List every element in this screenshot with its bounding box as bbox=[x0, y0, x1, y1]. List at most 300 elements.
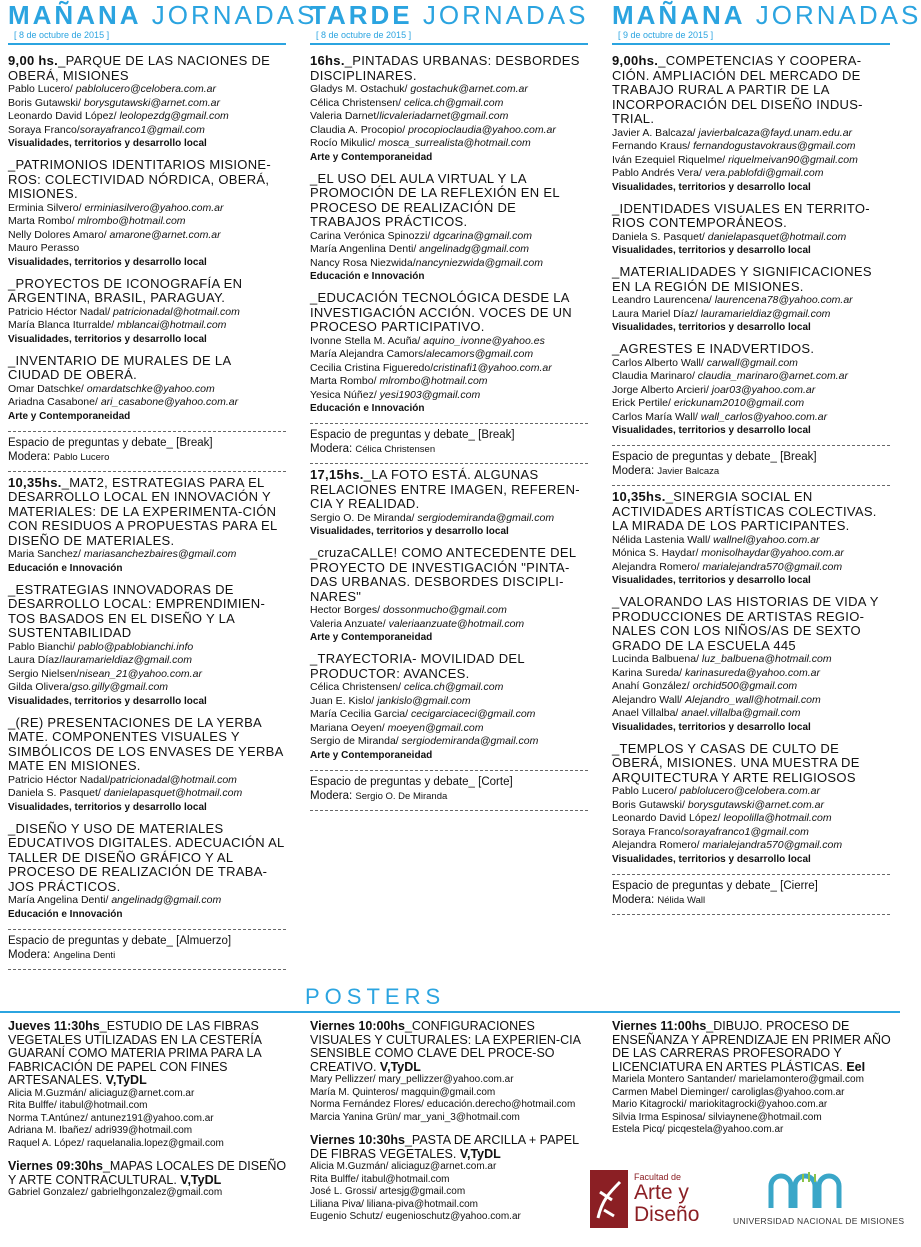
author-line bbox=[8, 124, 286, 138]
author-name: Carlos María Wall/ bbox=[612, 410, 701, 423]
author-line bbox=[8, 319, 286, 333]
author-line bbox=[612, 231, 890, 245]
poster-author: María M. Quinteros/ magquin@gmail.com bbox=[310, 1086, 496, 1098]
item-title bbox=[612, 342, 890, 357]
author-line bbox=[612, 680, 890, 694]
author-name: Sergio O. De Miranda/ bbox=[310, 511, 418, 524]
item-title-text: _TEMPLOS Y CASAS DE CULTO DE OBERÁ, MISIONES. UNA MUESTRA DE ARQUITECTURA Y ARTE RELIGIOSOS bbox=[612, 740, 860, 785]
session-item bbox=[8, 583, 286, 708]
poster-title bbox=[310, 1134, 590, 1161]
author-name: Pablo Andrés Vera/ bbox=[612, 167, 705, 179]
author-line bbox=[612, 397, 890, 411]
author-line bbox=[310, 110, 588, 124]
poster-author: Silvia Irma Espinosa/ silviaynene@hotmail.com bbox=[612, 1111, 822, 1123]
author-name: Yesica Núñez/ bbox=[310, 388, 380, 401]
author-line bbox=[612, 653, 890, 667]
author-name: Iván Ezequiel Riquelme/ bbox=[612, 153, 729, 166]
author-line bbox=[310, 375, 588, 389]
author-name: Mauro Perasso bbox=[8, 242, 80, 254]
session-item bbox=[8, 158, 286, 269]
author-line bbox=[612, 167, 890, 181]
poster-author: Rita Bulffe/ itabul@hotmail.com bbox=[310, 1173, 450, 1185]
author-name: Erick Pertile/ bbox=[612, 397, 674, 409]
header-title-rest: JORNADAS bbox=[745, 0, 921, 30]
author-email: mosca_surrealista@hotmail.com bbox=[378, 137, 531, 149]
author-line bbox=[8, 306, 286, 320]
dashed-divider bbox=[310, 423, 588, 424]
author-line bbox=[612, 140, 890, 154]
session-item bbox=[8, 822, 286, 921]
item-track: Arte y Contemporaneidad bbox=[310, 749, 433, 761]
item-title-text: _PINTADAS URBANAS: DESBORDES DISCIPLINARES. bbox=[310, 53, 580, 83]
debate-label: Espacio de preguntas y debate_ [Almuerzo] bbox=[8, 934, 232, 947]
author-line bbox=[612, 561, 890, 575]
item-track: Visualidades, territorios y desarrollo local bbox=[612, 181, 811, 193]
author-line bbox=[8, 641, 286, 655]
moderator-line bbox=[8, 948, 286, 963]
fad-logo-small: Facultad de bbox=[634, 1172, 682, 1182]
poster-author: Liliana Piva/ liliana-piva@hotmail.com bbox=[310, 1198, 479, 1210]
item-title bbox=[612, 742, 890, 786]
author-line bbox=[612, 785, 890, 799]
poster-author: Norma Fernández Flores/ educación.derecho@hotmail.com bbox=[310, 1099, 576, 1110]
author-email: celica.ch@gmail.com bbox=[403, 681, 504, 693]
author-email: carwall@gmail.com bbox=[706, 356, 798, 369]
author-email: angelinadg@gmail.com bbox=[419, 243, 530, 255]
author-line bbox=[612, 370, 890, 384]
author-name: Célica Christensen/ bbox=[310, 681, 404, 693]
author-line bbox=[310, 335, 588, 349]
header-title bbox=[8, 0, 318, 30]
debate-label: Espacio de preguntas y debate_ [Break] bbox=[612, 451, 817, 463]
poster-tag: V,TyDL bbox=[176, 1172, 222, 1187]
author-name: Marta Rombo/ bbox=[310, 375, 380, 387]
author-line bbox=[612, 707, 890, 721]
poster-author: Adriana M. Ibañez/ adri939@hotmail.com bbox=[8, 1125, 193, 1136]
author-email: mblancai@hotmail.com bbox=[117, 319, 227, 331]
author-name: Javier A. Balcaza/ bbox=[612, 126, 699, 139]
poster-title-text: _MAPAS LOCALES DE DISEÑO Y ARTE CONTRACULTURAL. bbox=[8, 1159, 287, 1187]
header-title-bold: MAÑANA bbox=[612, 0, 746, 30]
poster-author: Raquel A. López/ raquelanalia.lopez@gmail.com bbox=[8, 1137, 224, 1149]
poster-tag: V,TyDL bbox=[102, 1073, 147, 1087]
author-name: Boris Gutawski/ bbox=[8, 96, 84, 109]
author-email: joar03@yahoo.com.ar bbox=[711, 383, 816, 396]
item-title-text: _PATRIMONIOS IDENTITARIOS MISIONE-ROS: COLECTIVIDAD NÓRDICA, OBERÁ, MISIONES. bbox=[8, 157, 271, 201]
session-item bbox=[310, 54, 588, 164]
poster-time: Viernes 10:00hs bbox=[310, 1019, 405, 1033]
poster-item bbox=[310, 1134, 590, 1224]
poster-column bbox=[310, 1020, 590, 1234]
item-title-text: _cruzaCALLE! COMO ANTECEDENTE DEL PROYECTO DE INVESTIGACIÓN "PINTA-DAS URBANAS. DESBORDES DISCIPLI-NARES" bbox=[310, 545, 576, 604]
author-line bbox=[612, 534, 890, 548]
author-line bbox=[8, 242, 286, 256]
author-name: Alejandra Romero/ bbox=[612, 839, 703, 851]
author-line bbox=[310, 695, 588, 709]
unam-logo-mark bbox=[725, 1170, 895, 1214]
author-name: Cecilia Cristina Figueredo/ bbox=[310, 361, 434, 374]
dashed-divider bbox=[310, 770, 588, 771]
item-title-text: _PROYECTOS DE ICONOGRAFÍA EN ARGENTINA, BRASIL, PARAGUAY. bbox=[8, 275, 243, 305]
author-line bbox=[310, 137, 588, 151]
author-email: gso.gilly@gmail.com bbox=[71, 681, 169, 693]
poster-title-text: _DIBUJO. PROCESO DE ENSEÑANZA Y APRENDIZAJE EN PRIMER AÑO DE LAS CARRERAS PROFESORADO Y LICENCIATURA EN ARTES PLÁSTICAS. bbox=[612, 1019, 891, 1074]
author-name: Nélida Lastenia Wall/ bbox=[612, 533, 714, 546]
item-title bbox=[612, 265, 890, 294]
author-email: claudia_marinaro@arnet.com.ar bbox=[697, 370, 848, 382]
author-email: marialejandra570@gmail.com bbox=[702, 839, 843, 851]
author-line bbox=[612, 294, 890, 308]
poster-author: José L. Grossi/ artesjg@gmail.com bbox=[310, 1186, 466, 1197]
author-line bbox=[8, 787, 286, 801]
author-email: orchid500@gmail.com bbox=[692, 680, 798, 692]
author-line bbox=[310, 230, 588, 244]
author-name: Claudia A. Procopio/ bbox=[310, 123, 409, 136]
item-title bbox=[8, 158, 286, 202]
schedule-column bbox=[310, 0, 588, 815]
author-name: María Alejandra Camors/ bbox=[310, 348, 427, 360]
item-track: Arte y Contemporaneidad bbox=[310, 151, 433, 163]
item-track: Arte y Contemporaneidad bbox=[310, 632, 433, 643]
author-email: ari_casabone@yahoo.com.ar bbox=[100, 396, 239, 408]
item-title-text: _MATERIALIDADES Y SIGNIFICACIONES EN LA REGIÓN DE MISIONES. bbox=[612, 264, 872, 294]
header-title-bold: MAÑANA bbox=[8, 0, 142, 30]
session-item bbox=[310, 546, 588, 644]
author-name: Carina Verónica Spinozzi/ bbox=[310, 229, 434, 242]
moderator-line bbox=[310, 789, 588, 804]
author-email: lauramarieldiaz@gmail.com bbox=[700, 307, 831, 320]
poster-item bbox=[8, 1020, 290, 1150]
session-item bbox=[8, 354, 286, 423]
author-line bbox=[310, 257, 588, 271]
author-email: licvaleriadarnet@gmail.com bbox=[379, 110, 509, 122]
author-line bbox=[612, 411, 890, 425]
author-email: danielapasquet@hotmail.com bbox=[707, 230, 847, 243]
fad-logo-diseno: Diseño bbox=[634, 1203, 700, 1226]
author-name: Omar Datschke/ bbox=[8, 382, 87, 395]
author-line bbox=[8, 83, 286, 97]
header-rule bbox=[8, 43, 286, 45]
poster-author: Mary Pellizzer/ mary_pellizzer@yahoo.com.ar bbox=[310, 1074, 514, 1085]
author-line bbox=[310, 243, 588, 257]
dashed-divider bbox=[612, 485, 890, 486]
poster-author: Alicia M.Guzmán/ aliciaguz@arnet.com.ar bbox=[8, 1087, 195, 1099]
posters-title: POSTERS bbox=[305, 984, 446, 1009]
author-email: riquelmeivan90@gmail.com bbox=[728, 153, 858, 166]
author-line bbox=[612, 127, 890, 141]
item-title-text: _LA FOTO ESTÁ. ALGUNAS RELACIONES ENTRE IMAGEN, REFEREN-CIA Y REALIDAD. bbox=[310, 467, 580, 511]
item-title bbox=[612, 54, 890, 127]
author-line bbox=[8, 668, 286, 682]
session-item bbox=[310, 468, 588, 538]
author-email: lauramarieldiaz@gmail.com bbox=[62, 654, 192, 666]
author-name: Sergio de Miranda/ bbox=[310, 735, 402, 747]
session-item bbox=[612, 342, 890, 437]
author-name: Daniela S. Pasquet/ bbox=[8, 787, 104, 799]
poster-author: Alicia M.Guzmán/ aliciaguz@arnet.com.ar bbox=[310, 1161, 497, 1172]
author-name: Juan E. Kislo/ bbox=[310, 694, 378, 707]
author-name: Erminia Silvero/ bbox=[8, 201, 85, 214]
moderator-name: Angelina Denti bbox=[53, 949, 116, 961]
author-line bbox=[8, 202, 286, 216]
author-email: erminiasilvero@yahoo.com.ar bbox=[84, 201, 224, 214]
session-item bbox=[310, 172, 588, 284]
author-email: sergiodemiranda@gmail.com bbox=[417, 511, 555, 524]
author-name: Leonardo David López/ bbox=[612, 812, 724, 824]
moderator-prefix: Modera: bbox=[612, 465, 658, 477]
item-title bbox=[612, 202, 890, 231]
author-email: danielapasquet@hotmail.com bbox=[103, 787, 243, 799]
author-email: amarone@arnet.com.ar bbox=[109, 228, 221, 241]
item-title bbox=[8, 716, 286, 774]
session-block bbox=[310, 54, 588, 811]
poster-title bbox=[8, 1020, 290, 1088]
author-name: Patricio Héctor Nadal/ bbox=[8, 773, 111, 786]
item-title bbox=[8, 822, 286, 895]
moderator-prefix: Modera: bbox=[612, 893, 658, 906]
author-line bbox=[8, 681, 286, 695]
poster-tag: V,TyDL bbox=[376, 1059, 421, 1074]
author-line bbox=[612, 839, 890, 853]
session-item bbox=[8, 54, 286, 150]
poster-tag: EeI bbox=[842, 1059, 866, 1074]
posters-rule bbox=[0, 1011, 900, 1013]
fad-logo-arte: Arte y bbox=[634, 1181, 689, 1204]
session-item bbox=[8, 716, 286, 814]
dashed-divider bbox=[612, 914, 890, 915]
header-title bbox=[310, 0, 588, 30]
poster-author: Rita Bulffe/ itabul@hotmail.com bbox=[8, 1100, 148, 1111]
item-time: 10,35hs. bbox=[8, 474, 62, 490]
author-email: nancyniezwida@gmail.com bbox=[415, 256, 544, 269]
author-line bbox=[612, 357, 890, 371]
author-name: Leonardo David López/ bbox=[8, 110, 120, 122]
poster-time: Viernes 10:30hs bbox=[310, 1133, 405, 1147]
author-name: Boris Gutawski/ bbox=[612, 798, 688, 811]
item-title-text: _COMPETENCIAS Y COOPERA-CIÓN. AMPLIACIÓN DEL MERCADO DE TRABAJO RURAL A PARTIR DE LA INCORPORACIÓN DEL DISEÑO INDUS-TRIAL. bbox=[612, 53, 863, 126]
item-time: 17,15hs. bbox=[310, 467, 364, 482]
author-email: celica.ch@gmail.com bbox=[403, 96, 504, 109]
author-line bbox=[310, 389, 588, 403]
author-email: jankislo@gmail.com bbox=[377, 694, 471, 707]
author-line bbox=[310, 604, 588, 618]
author-email: cristinafi1@yahoo.com.ar bbox=[433, 361, 552, 374]
moderator-prefix: Modera: bbox=[310, 443, 356, 455]
author-line bbox=[8, 894, 286, 908]
author-email: mlrombo@hotmail.com bbox=[77, 215, 186, 227]
item-title bbox=[8, 583, 286, 641]
poster-title-text: _ESTUDIO DE LAS FIBRAS VEGETALES UTILIZADAS EN LA CESTERÍA GUARANÍ COMO MATERIA PRIMA PARA LA FABRICACIÓN DE PAPEL CON FINES ARTESANALES. bbox=[8, 1019, 262, 1087]
item-title-text: _MAT2, ESTRATEGIAS PARA EL DESARROLLO LOCAL EN INNOVACIÓN Y MATERIALES: DE LA EXPERIMENTA-CIÓN CON RESIDUOS A PROPUESTAS PARA EL DISEÑO DE MATERIALES. bbox=[8, 474, 278, 548]
unam-logo-text: UNIVERSIDAD NACIONAL DE MISIONES bbox=[733, 1216, 905, 1226]
author-line bbox=[612, 812, 890, 826]
author-name: Ariadna Casabone/ bbox=[8, 396, 101, 408]
author-email: leolopezdg@gmail.com bbox=[119, 110, 229, 122]
author-name: Gladys M. Ostachuk/ bbox=[310, 83, 411, 95]
author-line bbox=[8, 97, 286, 111]
author-email: valeriaanzuate@hotmail.com bbox=[388, 617, 525, 630]
moderator-line bbox=[612, 464, 890, 479]
author-name: Mariana Oeyen/ bbox=[310, 721, 388, 734]
author-line bbox=[612, 694, 890, 708]
debate-label: Espacio de preguntas y debate_ [Break] bbox=[8, 436, 213, 449]
author-name: Nelly Dolores Amaro/ bbox=[8, 228, 110, 241]
author-email: fernandogustavokraus@gmail.com bbox=[693, 140, 856, 152]
author-name: Laura Mariel Díaz/ bbox=[612, 307, 701, 320]
author-line bbox=[612, 799, 890, 813]
author-email: nisean_21@yahoo.com.ar bbox=[79, 667, 202, 680]
author-email: aquino_ivonne@yahoo.es bbox=[423, 334, 545, 347]
header-title-bold: TARDE bbox=[310, 0, 413, 30]
author-email: procopioclaudia@yahoo.com.ar bbox=[408, 123, 556, 136]
poster-time: Jueves 11:30hs bbox=[8, 1019, 100, 1033]
author-email: angelinadg@gmail.com bbox=[111, 894, 222, 906]
author-email: borysgutawski@arnet.com.ar bbox=[83, 96, 220, 109]
item-track: Visualidades, territorios y desarrollo local bbox=[612, 721, 811, 733]
header-rule bbox=[310, 43, 588, 45]
author-email: mlrombo@hotmail.com bbox=[379, 375, 488, 387]
dashed-divider bbox=[8, 431, 286, 432]
item-title-text: _EL USO DEL AULA VIRTUAL Y LA PROMOCIÓN DE LA REFLEXIÓN EN EL PROCESO DE REALIZACIÓN DE TRABAJOS PRÁCTICOS. bbox=[310, 170, 560, 229]
author-name: Lucinda Balbuena/ bbox=[612, 653, 702, 665]
item-title-text: _DISEÑO Y USO DE MATERIALES EDUCATIVOS DIGITALES. ADECUACIÓN AL TALLER DE DISEÑO GRÁFICO Y AL PROCESO DE REALIZACIÓN DE TRABA-JOS PRÁCTICOS. bbox=[8, 820, 285, 894]
item-title-text: _IDENTIDADES VISUALES EN TERRITO-RIOS CONTEMPORÁNEOS. bbox=[612, 200, 870, 230]
item-title-text: _SINERGIA SOCIAL EN ACTIVIDADES ARTÍSTICAS COLECTIVAS. LA MIRADA DE LOS PARTICIPANTES. bbox=[612, 489, 877, 533]
poster-author: Marcia Yanina Grün/ mar_yani_3@hotmail.com bbox=[310, 1111, 520, 1123]
column-header bbox=[8, 0, 318, 40]
author-name: Patricio Héctor Nadal/ bbox=[8, 305, 114, 318]
author-line bbox=[8, 396, 286, 410]
session-block bbox=[612, 54, 890, 915]
item-title-text: _TRAYECTORIA- MOVILIDAD DEL PRODUCTOR: AVANCES. bbox=[310, 651, 525, 681]
item-track: Visualidades, territorios y desarrollo local bbox=[8, 801, 207, 813]
dashed-divider bbox=[8, 471, 286, 472]
author-line bbox=[8, 383, 286, 397]
dashed-divider bbox=[8, 929, 286, 930]
item-title bbox=[310, 468, 588, 512]
item-track: Visualidades, territorios y desarrollo local bbox=[612, 575, 811, 586]
author-email: sergiodemiranda@gmail.com bbox=[401, 735, 539, 747]
author-email: pablolucero@celobera.com.ar bbox=[75, 83, 216, 95]
item-time: 9,00 hs. bbox=[8, 53, 59, 68]
header-date: [ 8 de octubre de 2015 ] bbox=[316, 30, 412, 40]
item-time: 9,00hs. bbox=[612, 53, 659, 68]
session-item bbox=[310, 652, 588, 762]
author-line bbox=[612, 667, 890, 681]
dashed-divider bbox=[612, 445, 890, 446]
author-name: Anael Villalba/ bbox=[612, 707, 682, 719]
item-title bbox=[310, 652, 588, 681]
moderator-name: Célica Christensen bbox=[355, 444, 436, 455]
item-title bbox=[310, 54, 588, 83]
poster-title-text: _PASTA DE ARCILLA + PAPEL DE FIBRAS VEGETALES. bbox=[310, 1133, 579, 1161]
author-line bbox=[612, 154, 890, 168]
session-item bbox=[612, 202, 890, 258]
author-line bbox=[310, 124, 588, 138]
author-name: Valeria Darnet/ bbox=[310, 110, 380, 122]
author-line bbox=[8, 110, 286, 124]
item-title-text: _INVENTARIO DE MURALES DE LA CIUDAD DE OBERÁ. bbox=[8, 352, 231, 382]
item-title-text: _(RE) PRESENTACIONES DE LA YERBA MATE. COMPONENTES VISUALES Y SIMBÓLICOS DE LOS ENVASES DE YERBA MATE EN MISIONES. bbox=[8, 714, 283, 773]
author-email: javierbalcaza@fayd.unam.edu.ar bbox=[698, 126, 853, 139]
author-email: sorayafranco1@gmail.com bbox=[683, 825, 809, 838]
poster-title bbox=[612, 1020, 896, 1074]
poster-author: Mario Kitagrocki/ mariokitagrocki@yahoo.com.ar bbox=[612, 1099, 828, 1110]
author-email: erickunam2010@gmail.com bbox=[673, 397, 805, 409]
author-name: Hector Borges/ bbox=[310, 604, 383, 616]
item-title bbox=[612, 595, 890, 653]
moderator-line bbox=[8, 450, 286, 465]
author-name: Pablo Lucero/ bbox=[612, 785, 680, 797]
poster-author: Gabriel Gonzalez/ gabrielhgonzalez@gmail.com bbox=[8, 1187, 223, 1198]
poster-author: Estela Picq/ picqestela@yahoo.com.ar bbox=[612, 1124, 784, 1135]
session-item bbox=[612, 265, 890, 334]
author-email: wallnel@yahoo.com.ar bbox=[713, 533, 820, 546]
moderator-line bbox=[612, 893, 890, 908]
author-name: Leandro Laurencena/ bbox=[612, 294, 715, 306]
session-block bbox=[8, 54, 286, 970]
author-name: Anahí González/ bbox=[612, 680, 693, 692]
item-title bbox=[310, 172, 588, 230]
column-header bbox=[612, 0, 921, 40]
author-email: gostachuk@arnet.com.ar bbox=[410, 83, 528, 95]
item-title bbox=[310, 291, 588, 335]
author-email: karinasureda@yahoo.com.ar bbox=[684, 666, 820, 679]
author-email: anael.villalba@gmail.com bbox=[681, 707, 801, 719]
author-line bbox=[8, 215, 286, 229]
author-email: alecamors@gmail.com bbox=[426, 348, 534, 360]
author-email: moeyen@gmail.com bbox=[387, 721, 484, 734]
author-name: María Blanca Iturralde/ bbox=[8, 319, 118, 331]
author-email: pablolucero@celobera.com.ar bbox=[679, 785, 820, 797]
poster-column bbox=[8, 1020, 290, 1210]
author-email: luz_balbuena@hotmail.com bbox=[701, 653, 832, 665]
session-item bbox=[612, 742, 890, 866]
author-email: pablo@pablobianchi.info bbox=[78, 640, 194, 653]
poster-column bbox=[612, 1020, 896, 1147]
item-track: Arte y Contemporaneidad bbox=[8, 410, 131, 422]
poster-item bbox=[310, 1020, 590, 1124]
author-email: borysgutawski@arnet.com.ar bbox=[687, 798, 824, 811]
author-name: Mónica S. Haydar/ bbox=[612, 547, 702, 559]
moderator-name: Pablo Lucero bbox=[53, 451, 110, 463]
moderator-prefix: Modera: bbox=[8, 948, 54, 961]
author-line bbox=[310, 735, 588, 749]
poster-author: Norma T.Antúnez/ antunez191@yahoo.com.ar bbox=[8, 1112, 214, 1124]
author-email: leopolilla@hotmail.com bbox=[723, 812, 832, 824]
header-title-rest: JORNADAS bbox=[141, 0, 318, 30]
poster-item bbox=[8, 1160, 290, 1200]
item-track: Visualidades, territorios y desarrollo local bbox=[612, 853, 811, 865]
item-title bbox=[8, 277, 286, 306]
debate-label: Espacio de preguntas y debate_ [Cierre] bbox=[612, 879, 818, 892]
author-name: María Cecilia Garcia/ bbox=[310, 708, 411, 720]
author-name: Karina Sureda/ bbox=[612, 666, 685, 679]
item-track: Visualidades, territorios y desarrollo local bbox=[8, 138, 207, 149]
item-track: Educación e Innovación bbox=[310, 403, 425, 414]
author-line bbox=[8, 774, 286, 788]
session-item bbox=[612, 490, 890, 587]
item-track: Visualidades, territorios y desarrollo local bbox=[612, 425, 811, 436]
debate-label: Espacio de preguntas y debate_ [Break] bbox=[310, 429, 515, 441]
author-name: Nancy Rosa Niezwida/ bbox=[310, 256, 416, 269]
item-track: Visualidades, territorios y desarrollo local bbox=[8, 695, 207, 707]
author-email: Alejandro_wall@hotmail.com bbox=[685, 693, 821, 706]
header-title bbox=[612, 0, 921, 30]
session-item bbox=[612, 595, 890, 734]
poster-item bbox=[612, 1020, 896, 1137]
author-name: Claudia Marinaro/ bbox=[612, 370, 698, 382]
